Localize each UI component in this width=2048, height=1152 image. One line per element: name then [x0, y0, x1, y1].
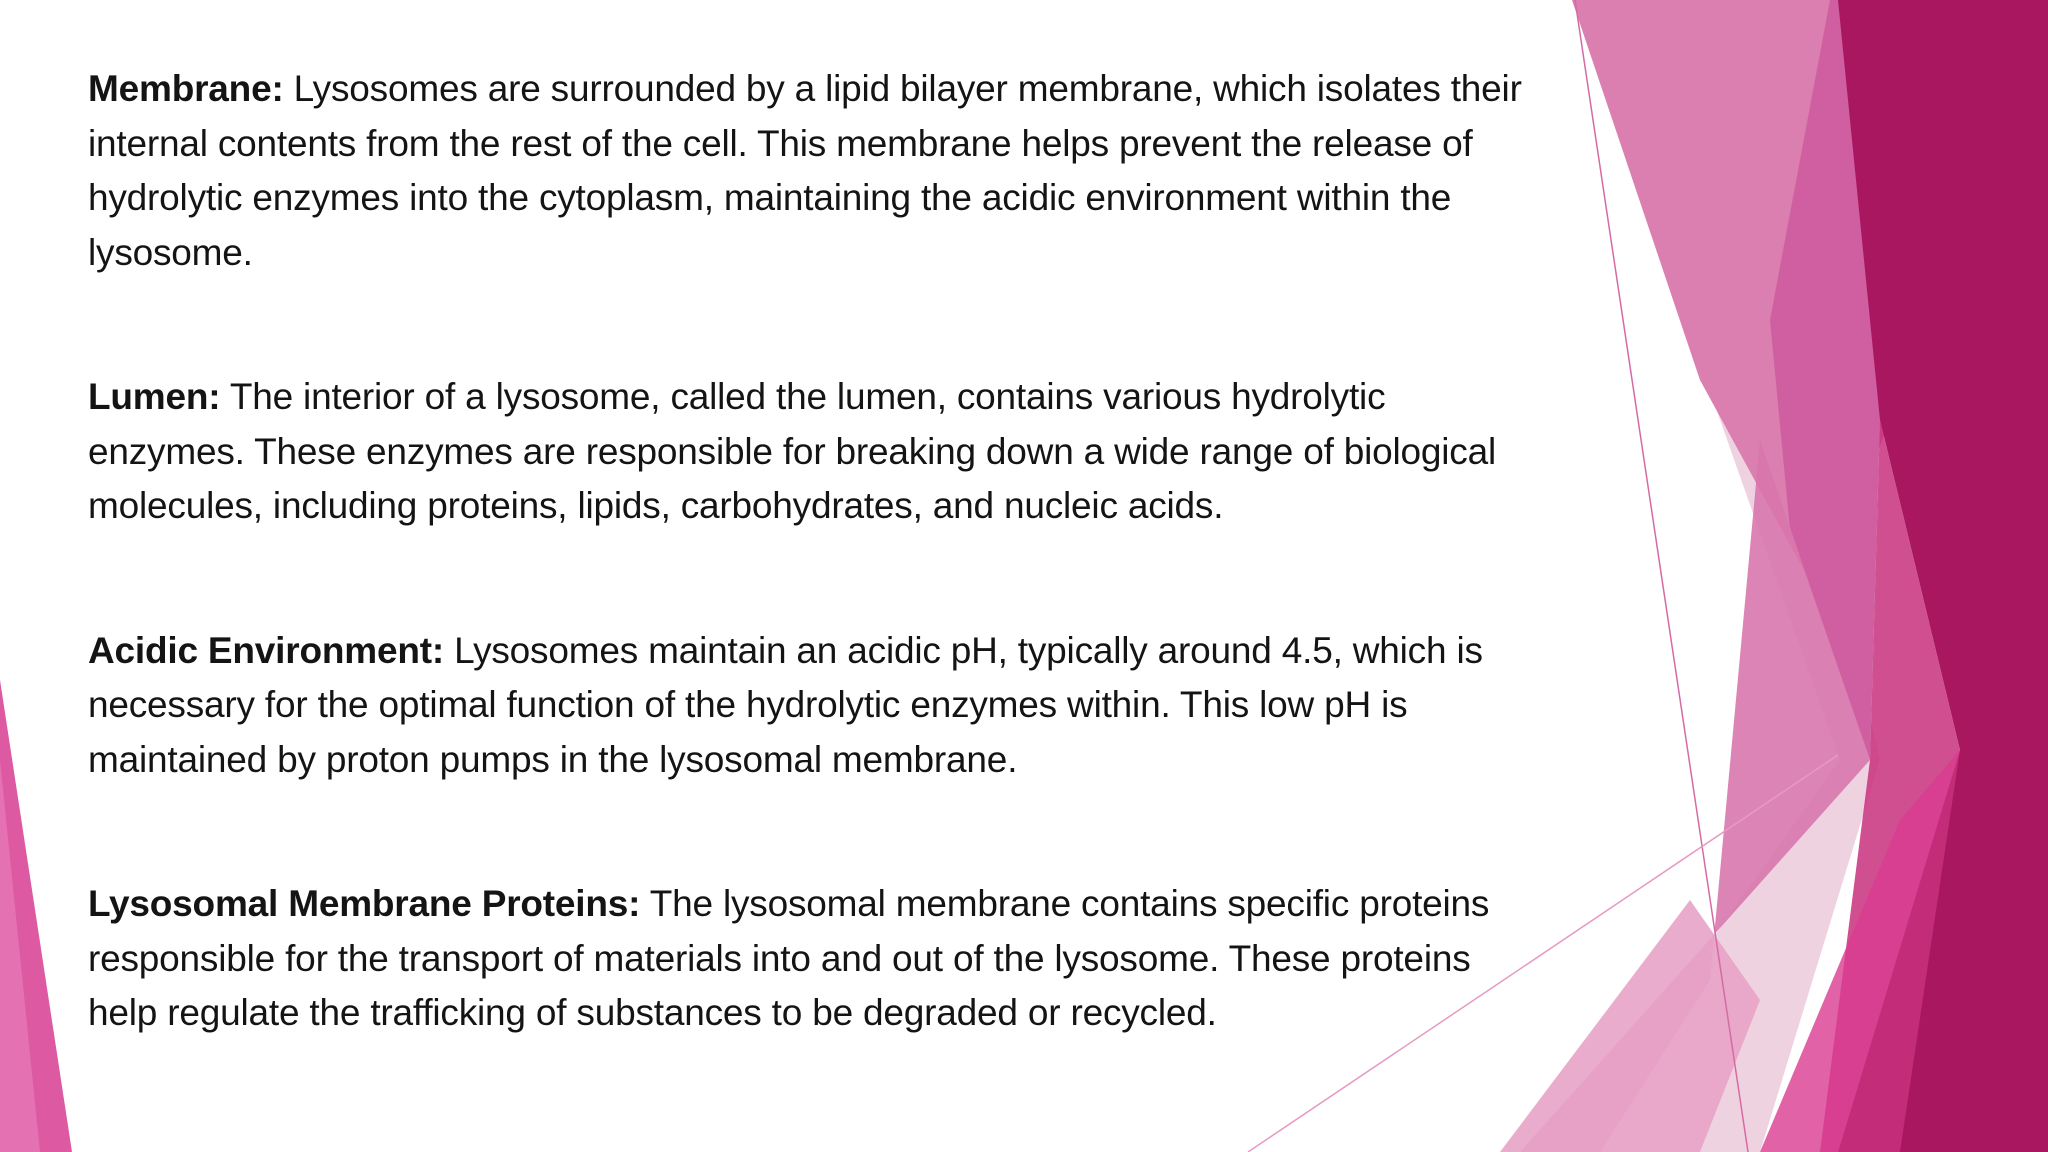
- paragraph-membrane-proteins: [88, 877, 1528, 1041]
- paragraph-acidic-environment: [88, 624, 1528, 788]
- paragraph-term: Membrane:: [88, 68, 284, 109]
- paragraph-text: Lysosomes are surrounded by a lipid bilayer membrane, which isolates their internal contents from the rest of the cell. This membrane helps prevent the release of hydrolytic enzymes into the cytoplasm, maintaining the acidic environment within the lysosome.: [88, 68, 1522, 273]
- paragraph-term: Lumen:: [88, 376, 221, 417]
- paragraph-text: Lysosomes maintain an acidic pH, typically around 4.5, which is necessary for the optimal function of the hydrolytic enzymes within. This low pH is maintained by proton pumps in the lysosomal membrane.: [88, 629, 1483, 780]
- paragraph-term: Lysosomal Membrane Proteins:: [88, 883, 641, 924]
- paragraph-lumen: [88, 370, 1528, 534]
- paragraph-membrane: [88, 62, 1528, 280]
- paragraph-text: The lysosomal membrane contains specific proteins responsible for the transport of materials into and out of the lysosome. These proteins help regulate the trafficking of substances to be degraded or recycled.: [88, 883, 1490, 1033]
- body-text: [88, 62, 1528, 1041]
- paragraph-term: Acidic Environment:: [88, 629, 444, 671]
- paragraph-text: The interior of a lysosome, called the lumen, contains various hydrolytic enzymes. These enzymes are responsible for breaking down a wide range of biological molecules, including proteins, lipids, carbohydrates, and nucleic acids.: [88, 376, 1497, 526]
